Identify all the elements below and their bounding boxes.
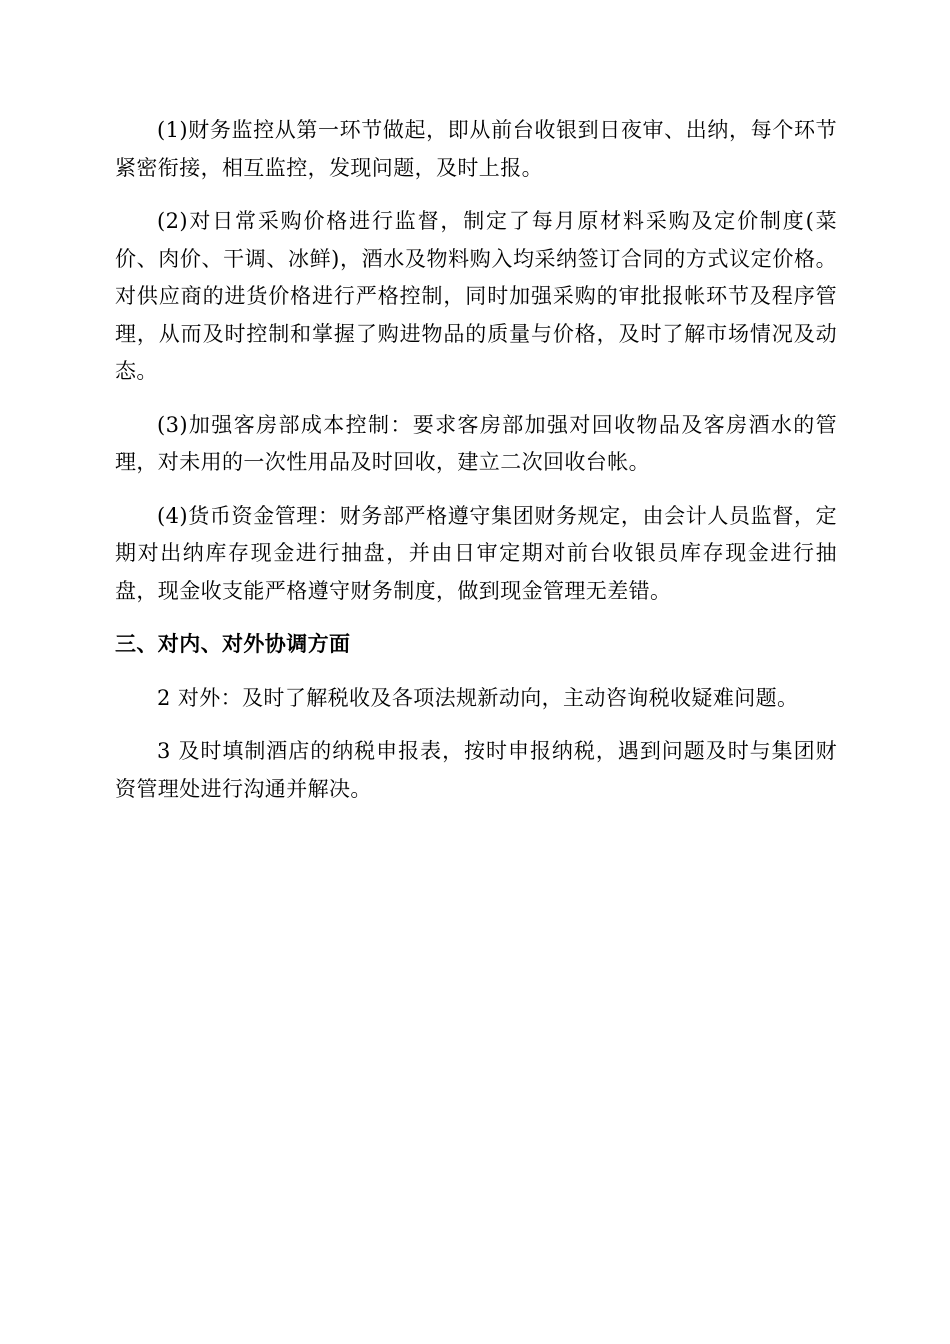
paragraph-financial-monitoring: (1)财务监控从第一环节做起，即从前台收银到日夜审、出纳，每个环节紧密衔接，相互监控，发现问题，及时上报。 — [115, 118, 837, 180]
paragraph-external-tax: 2 对外：及时了解税收及各项法规新动向，主动咨询税收疑难问题。 — [157, 685, 799, 710]
paragraph-procurement-supervision: (2)对日常采购价格进行监督，制定了每月原材料采购及定价制度(菜价、肉价、干调、冰鲜)，酒水及物料购入均采纳签订合同的方式议定价格。对供应商的进货价格进行严格控制，同时加强采购的审批报帐环节及程序管理，从而及时控制和掌握了购进物品的质量与价格，及时了解市场情况及动态。 — [115, 209, 837, 383]
document-body — [115, 112, 837, 824]
paragraph-tax-filing: 3 及时填制酒店的纳税申报表，按时申报纳税，遇到问题及时与集团财资管理处进行沟通并解决。 — [115, 739, 837, 801]
paragraph-housekeeping-cost-control: (3)加强客房部成本控制：要求客房部加强对回收物品及客房酒水的管理，对未用的一次性用品及时回收，建立二次回收台帐。 — [115, 412, 837, 474]
section-heading: 三、对内、对外协调方面 — [115, 632, 351, 656]
paragraph-cash-management: (4)货币资金管理：财务部严格遵守集团财务规定，由会计人员监督，定期对出纳库存现金进行抽盘，并由日审定期对前台收银员库存现金进行抽盘，现金收支能严格遵守财务制度，做到现金管理无差错。 — [115, 503, 837, 603]
